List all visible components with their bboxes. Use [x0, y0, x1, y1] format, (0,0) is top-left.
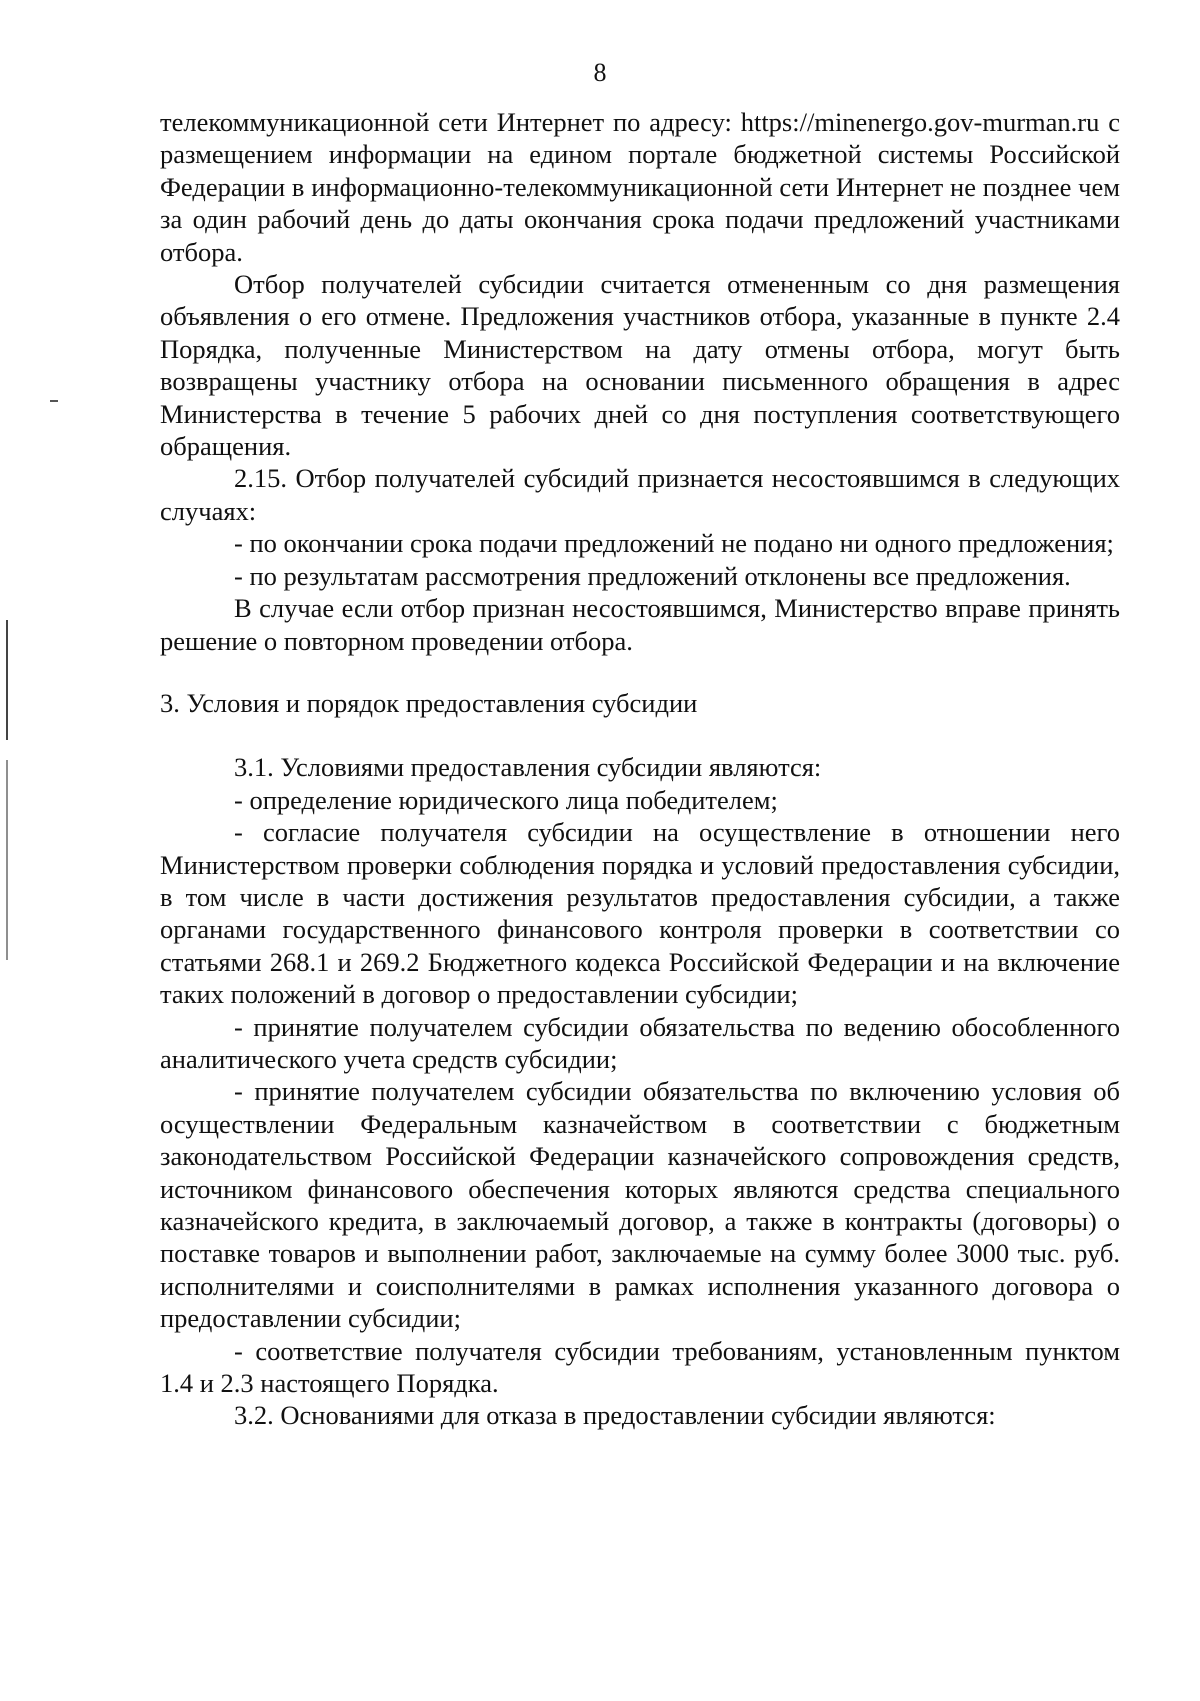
paragraph: 2.15. Отбор получателей субсидий признается несостоявшимся в следующих случаях:: [160, 463, 1120, 526]
list-item: - по окончании срока подачи предложений не подано ни одного предложения;: [234, 528, 1114, 559]
paragraph: В случае если отбор признан несостоявшимся, Министерство вправе принять решение о повторном проведении отбора.: [160, 593, 1120, 656]
scan-edge-mark: [6, 760, 8, 960]
list-item: - принятие получателем субсидии обязательства по ведению обособленного аналитического учета средств субсидии;: [160, 1011, 1120, 1074]
list-item: - согласие получателя субсидии на осуществление в отношении него Министерством проверки соблюдения порядка и условий предоставления субсидии, в том числе в части достижения результатов предоставления субсидии, а также органами государственного финансового контроля проверки в соответствии со статьями 268.1 и 269.2 Бюджетного кодекса Российской Федерации и на включение таких положений в договор о предоставлении субсидии;: [160, 817, 1120, 1010]
list-item: - определение юридического лица победителем;: [234, 784, 778, 815]
scan-artifact: [50, 400, 58, 402]
list-item: - по результатам рассмотрения предложений отклонены все предложения.: [234, 560, 1071, 591]
page-number: 8: [593, 58, 607, 87]
scan-edge-mark: [6, 620, 8, 740]
section-heading: 3. Условия и порядок предоставления субсидии: [160, 687, 698, 718]
paragraph: 3.1. Условиями предоставления субсидии являются:: [234, 752, 822, 783]
paragraph: телекоммуникационной сети Интернет по адресу: https://minenergo.gov-murman.ru с размещением информации на едином портале бюджетной системы Российской Федерации в информационно-телекоммуникационной сети Интернет не позднее чем за один рабочий день до даты окончания срока подачи предложений участниками отбора.: [160, 107, 1120, 267]
list-item: - соответствие получателя субсидии требованиям, установленным пунктом 1.4 и 2.3 настоящего Порядка.: [160, 1335, 1120, 1399]
list-item: - принятие получателем субсидии обязательства по включению условия об осуществлении Федеральным казначейством в соответствии с бюджетным законодательством Российской Федерации казначейского сопровождения средств, источником финансового обеспечения которых являются средства специального казначейского кредита, в заключаемый договор, а также в контракты (договоры) о поставке товаров и выполнении работ, заключаемые на сумму более 3000 тыс. руб. исполнителями и соисполнителями в рамках исполнения указанного договора о предоставлении субсидии;: [160, 1076, 1120, 1334]
document-body: [160, 106, 1120, 1432]
paragraph: 3.2. Основаниями для отказа в предоставлении субсидии являются:: [234, 1400, 996, 1431]
paragraph: Отбор получателей субсидии считается отмененным со дня размещения объявления о его отмене. Предложения участников отбора, указанные в пункте 2.4 Порядка, полученные Министерством на дату отмены отбора, могут быть возвращены участнику отбора на основании письменного обращения в адрес Министерства в течение 5 рабочих дней со дня поступления соответствующего обращения.: [160, 269, 1120, 462]
